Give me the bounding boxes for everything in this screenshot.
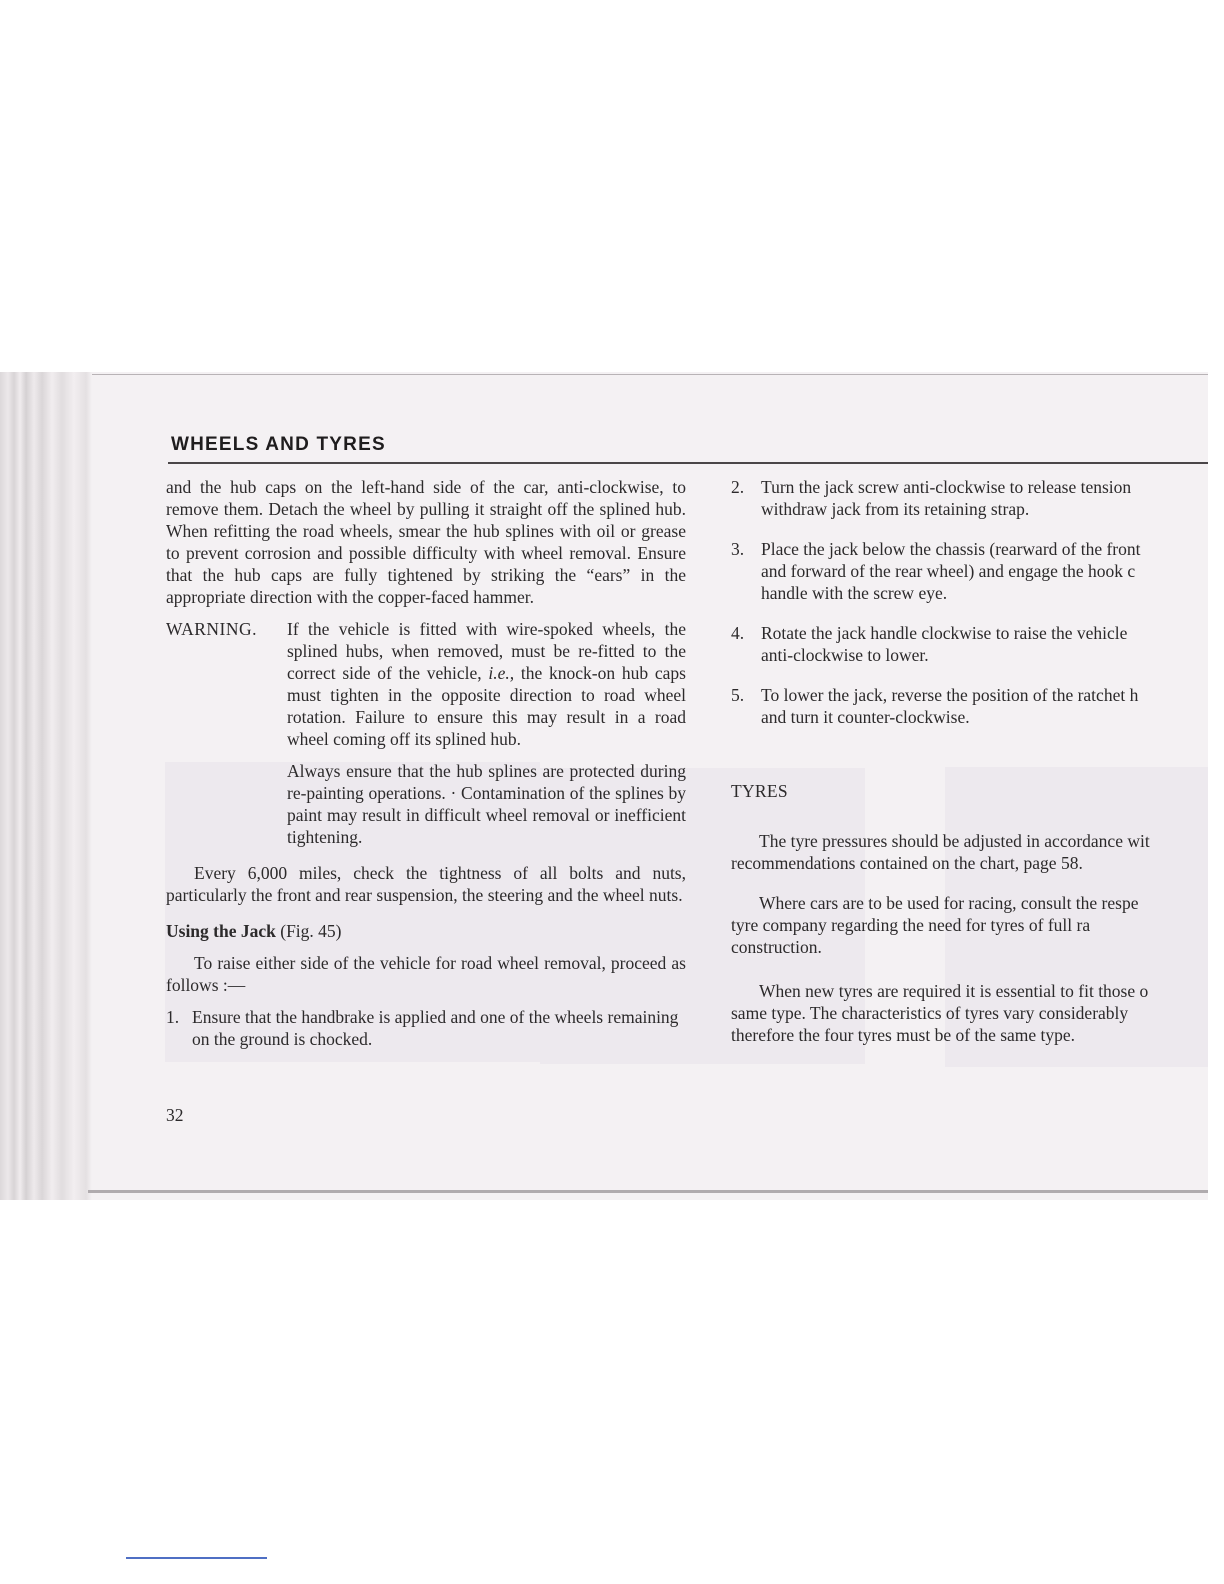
- tyres-p2-line-1: Where cars are to be used for racing, consult the respe: [759, 893, 1139, 913]
- tyres-p1-line-2: recommendations contained on the chart, page 58.: [731, 853, 1083, 873]
- step-2-text: [761, 476, 1131, 520]
- warning-block: [166, 618, 686, 848]
- step-2-line-2: withdraw jack from its retaining strap.: [761, 499, 1030, 519]
- page-top-edge: [92, 374, 1208, 375]
- warning-label: WARNING.: [166, 619, 258, 639]
- maintenance-paragraph: Every 6,000 miles, check the tightness of all bolts and nuts, particularly the front and rear suspension, the steering and the wheel nuts.: [166, 863, 686, 905]
- step-2-number: 2.: [731, 477, 745, 497]
- step-2: [731, 476, 1208, 520]
- step-2-line-1: Turn the jack screw anti-clockwise to release tension: [761, 477, 1132, 497]
- tyres-p2-line-3: construction.: [731, 937, 822, 957]
- tyres-p1-line-1: The tyre pressures should be adjusted in accordance wit: [759, 831, 1150, 851]
- jack-heading-line: [166, 920, 686, 942]
- bottom-underline: [126, 1557, 267, 1559]
- step-4-number: 4.: [731, 623, 745, 643]
- tyres-paragraph-1: [731, 830, 1208, 874]
- step-3-line-2: and forward of the rear wheel) and engage the hook c: [761, 561, 1136, 581]
- step-1-number: 1.: [166, 1007, 180, 1027]
- jack-figure-ref: (Fig. 45): [275, 921, 342, 941]
- step-5-text: [761, 684, 1138, 728]
- warning-paragraph-1: [287, 618, 686, 750]
- step-5-line-2: and turn it counter-clockwise.: [761, 707, 970, 727]
- book-page-edges: [0, 372, 92, 1200]
- tyres-p3-line-2: same type. The characteristics of tyres vary considerably: [731, 1003, 1129, 1023]
- step-3: [731, 538, 1208, 604]
- step-4: [731, 622, 1208, 666]
- step-3-line-3: handle with the screw eye.: [761, 583, 948, 603]
- hub-caps-paragraph: and the hub caps on the left-hand side of the car, anti-clockwise, to remove them. Detach the wheel by pulling it straight off the splined hub. When refitting the road wheels, smear the hub splines with oil or grease to prevent corrosion and possible difficulty with wheel removal. Ensure that the hub caps are fully tightened by striking the “ears” in the appropriate direction with the copper-faced hammer.: [166, 477, 686, 607]
- warning-text-italic: i.e.,: [488, 663, 515, 683]
- page-number: 32: [166, 1105, 184, 1125]
- tyres-p3-line-3: therefore the four tyres must be of the same type.: [731, 1025, 1076, 1045]
- heading-rule: [168, 462, 1208, 464]
- jack-heading: Using the Jack: [166, 921, 276, 941]
- right-column: [731, 476, 1208, 1046]
- step-5-number: 5.: [731, 685, 745, 705]
- step-1: [166, 1006, 686, 1050]
- warning-body: [287, 618, 686, 848]
- warning-paragraph-2: Always ensure that the hub splines are protected during re-painting operations. · Contamination of the splines by paint may result in difficult wheel removal or inefficient tightening.: [287, 761, 686, 847]
- tyres-paragraph-2: [731, 892, 1208, 958]
- step-4-line-2: anti-clockwise to lower.: [761, 645, 929, 665]
- step-1-text: Ensure that the handbrake is applied and one of the wheels remaining on the ground is chocked.: [192, 1007, 679, 1049]
- tyres-p3-line-1: When new tyres are required it is essential to fit those o: [759, 981, 1149, 1001]
- tyres-heading: TYRES: [731, 781, 788, 801]
- page-bottom-edge: [88, 1190, 1208, 1193]
- tyres-p2-line-2: tyre company regarding the need for tyres of full ra: [731, 915, 1091, 935]
- step-4-text: [761, 622, 1127, 666]
- step-4-line-1: Rotate the jack handle clockwise to raise the vehicle: [761, 623, 1128, 643]
- warning-text-end: the knock-on hub caps must tighten in the opposite direction to road wheel rotation. Failure to ensure this may result in a road wheel coming off its splined hub.: [287, 663, 686, 749]
- step-3-text: [761, 538, 1141, 604]
- left-column: [166, 476, 686, 1050]
- scanned-page: [0, 372, 1208, 1200]
- tyres-paragraph-3: [731, 980, 1208, 1046]
- section-heading: WHEELS AND TYRES: [171, 434, 386, 455]
- step-5-line-1: To lower the jack, reverse the position of the ratchet h: [761, 685, 1139, 705]
- step-5: [731, 684, 1208, 728]
- step-3-line-1: Place the jack below the chassis (rearward of the front: [761, 539, 1141, 559]
- jack-intro: To raise either side of the vehicle for road wheel removal, proceed as follows :—: [166, 953, 686, 995]
- step-3-number: 3.: [731, 539, 745, 559]
- warning-text-start: If the vehicle is fitted with wire-spoked wheels, the splined hubs, when removed, must be re-fitted to the correct side of the vehicle,: [287, 619, 686, 683]
